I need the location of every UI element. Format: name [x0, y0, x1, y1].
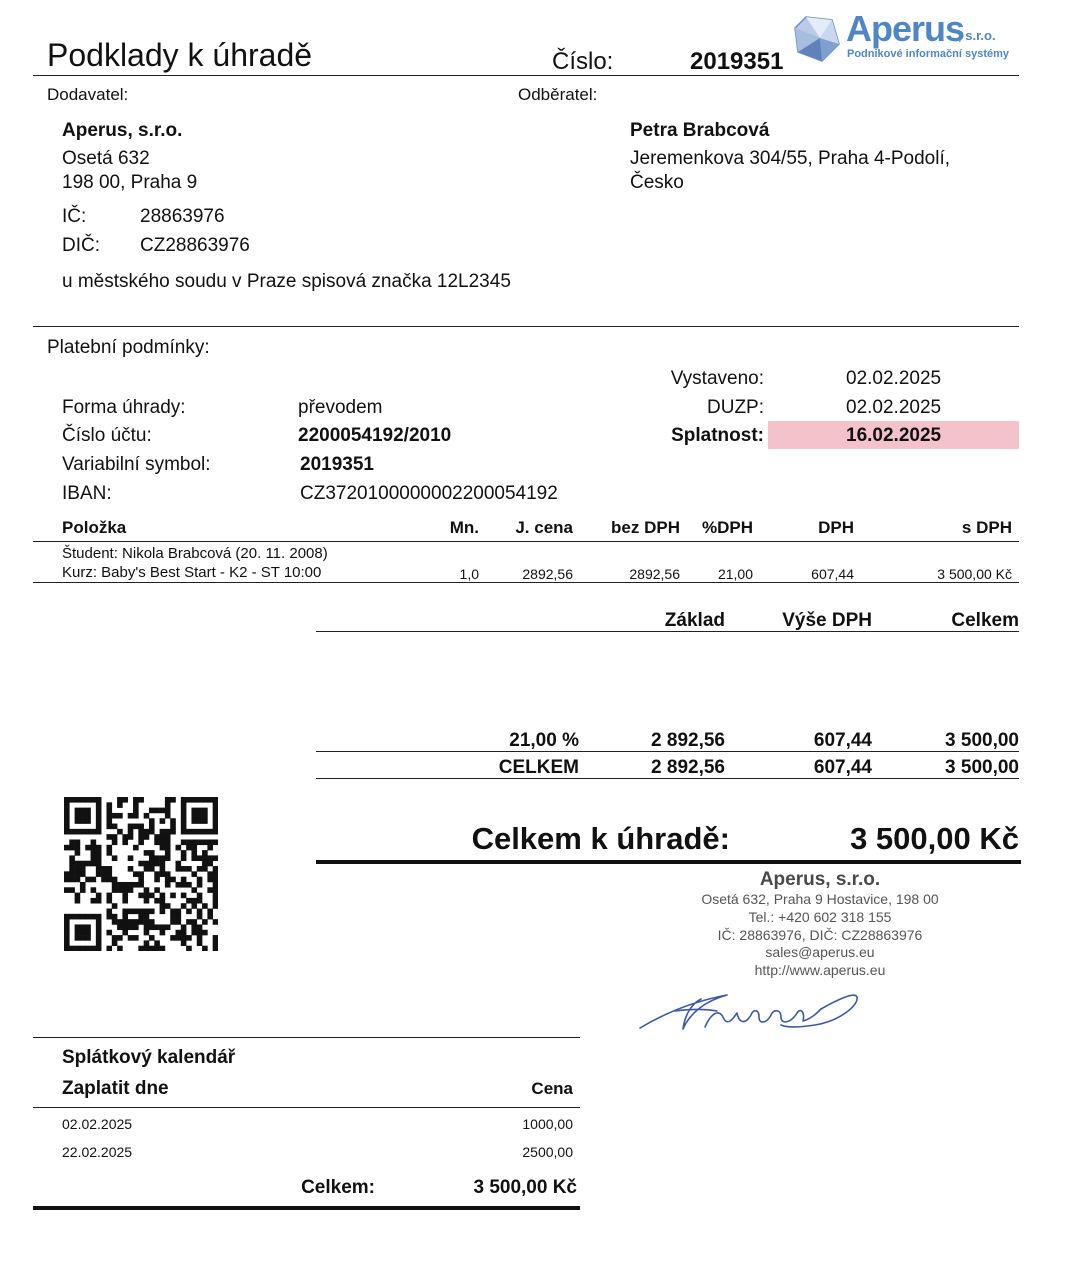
supplier-dic-value: CZ28863976 [140, 235, 250, 256]
customer-section-label: Odběratel: [518, 85, 598, 104]
installments-total-label: Celkem: [301, 1177, 375, 1198]
payment-section-label: Platební podmínky: [47, 337, 210, 358]
amount-due-label: Celkem k úhradě: [471, 821, 730, 856]
item-with-vat: 3 500,00 Kč [937, 566, 1012, 582]
installments-bottom-divider [33, 1206, 580, 1210]
item-student: Študent: Nikola Brabcová (20. 11. 2008) [62, 545, 328, 562]
account-number-value: 2200054192/2010 [298, 425, 452, 446]
duzp-label: DUZP: [707, 397, 764, 418]
items-header-vat: DPH [818, 518, 854, 537]
supplier-dic-label: DIČ: [62, 235, 100, 256]
logo-suffix: , s.r.o. [958, 28, 996, 43]
page-title: Podklady k úhradě [47, 37, 313, 73]
summary-header-base: Základ [664, 610, 725, 631]
installment-price: 1000,00 [522, 1116, 573, 1132]
qr-code-icon [64, 797, 218, 951]
installment-date: 02.02.2025 [62, 1116, 133, 1132]
installments-title: Splátkový kalendář [62, 1047, 236, 1068]
installment-price: 2500,00 [522, 1144, 573, 1160]
summary-total-label: CELKEM [498, 757, 579, 778]
item-unit-price: 2892,56 [522, 566, 573, 582]
stamp-email: sales@aperus.eu [765, 944, 875, 960]
items-bottom-divider [33, 582, 1019, 583]
item-course: Kurz: Baby's Best Start - K2 - ST 10:00 [62, 564, 322, 581]
signature-icon [635, 983, 865, 1035]
items-header-with-vat: s DPH [961, 518, 1012, 537]
items-header-vat-rate: %DPH [701, 518, 753, 537]
summary-total-total: 3 500,00 [945, 757, 1019, 778]
account-number-label: Číslo účtu: [62, 425, 152, 446]
supplier-city: 198 00, Praha 9 [62, 172, 198, 193]
issued-label: Vystaveno: [670, 368, 764, 389]
variable-symbol-label: Variabilní symbol: [62, 454, 211, 475]
document-number-label: Číslo: [552, 48, 614, 75]
stamp-phone: Tel.: +420 602 318 155 [748, 909, 892, 925]
installment-date: 22.02.2025 [62, 1144, 133, 1160]
header-divider [33, 75, 1019, 76]
supplier-street: Osetá 632 [62, 148, 150, 169]
summary-rate-total: 3 500,00 [945, 730, 1019, 751]
items-header-item: Položka [62, 518, 127, 537]
summary-rate-label: 21,00 % [509, 730, 579, 751]
customer-name: Petra Brabcová [630, 120, 770, 141]
stamp-ids: IČ: 28863976, DIČ: CZ28863976 [717, 927, 923, 943]
summary-total-vat: 607,44 [813, 757, 872, 778]
summary-header-total: Celkem [951, 610, 1019, 631]
installments-price-header: Cena [531, 1079, 573, 1098]
installments-header-divider [33, 1107, 580, 1108]
stamp-company-name: Aperus, s.r.o. [759, 869, 881, 890]
supplier-section-label: Dodavatel: [47, 85, 129, 104]
supplier-ic-label: IČ: [62, 206, 87, 227]
customer-address-line2: Česko [630, 172, 684, 193]
amount-due-value: 3 500,00 Kč [850, 821, 1019, 856]
iban-value: CZ3720100000002200054192 [300, 483, 558, 504]
items-header-unit-price: J. cena [515, 518, 573, 537]
item-without-vat: 2892,56 [629, 566, 680, 582]
gem-logo-icon [792, 14, 842, 64]
installments-top-divider [33, 1037, 580, 1038]
payment-method-value: převodem [298, 397, 383, 418]
customer-address-line1: Jeremenkova 304/55, Praha 4-Podolí, [630, 148, 951, 169]
parties-divider [33, 326, 1019, 327]
summary-rate-base: 2 892,56 [651, 730, 725, 751]
supplier-name: Aperus, s.r.o. [62, 120, 183, 141]
summary-total-base: 2 892,56 [651, 757, 725, 778]
amount-due-divider [316, 860, 1021, 864]
summary-header-vat: Výše DPH [782, 610, 872, 631]
iban-label: IBAN: [62, 483, 112, 504]
summary-rate-divider [316, 751, 1019, 752]
due-date-label: Splatnost: [671, 425, 764, 446]
issued-value: 02.02.2025 [846, 368, 942, 389]
stamp-web: http://www.aperus.eu [754, 962, 886, 978]
item-vat-rate: 21,00 [717, 566, 753, 582]
duzp-value: 02.02.2025 [846, 397, 942, 418]
installments-date-header: Zaplatit dne [62, 1078, 169, 1099]
logo-tagline: Podnikové informační systémy [847, 48, 1009, 60]
installments-total-value: 3 500,00 Kč [473, 1177, 577, 1198]
supplier-ic-value: 28863976 [140, 206, 225, 227]
items-header-divider [33, 541, 1019, 542]
supplier-registry: u městského soudu v Praze spisová značka 12L2345 [62, 271, 511, 292]
summary-rate-vat: 607,44 [813, 730, 872, 751]
due-date-value: 16.02.2025 [846, 425, 942, 446]
summary-total-divider [316, 778, 1019, 779]
stamp-address: Osetá 632, Praha 9 Hostavice, 198 00 [701, 891, 939, 907]
item-qty: 1,0 [459, 566, 479, 582]
payment-method-label: Forma úhrady: [62, 397, 186, 418]
logo-name: Aperus [846, 8, 965, 49]
variable-symbol-value: 2019351 [300, 454, 374, 475]
items-header-qty: Mn. [449, 518, 479, 537]
item-vat: 607,44 [811, 566, 854, 582]
items-header-without-vat: bez DPH [611, 518, 680, 537]
document-number: 2019351 [690, 48, 784, 75]
summary-header-divider [316, 631, 1019, 632]
